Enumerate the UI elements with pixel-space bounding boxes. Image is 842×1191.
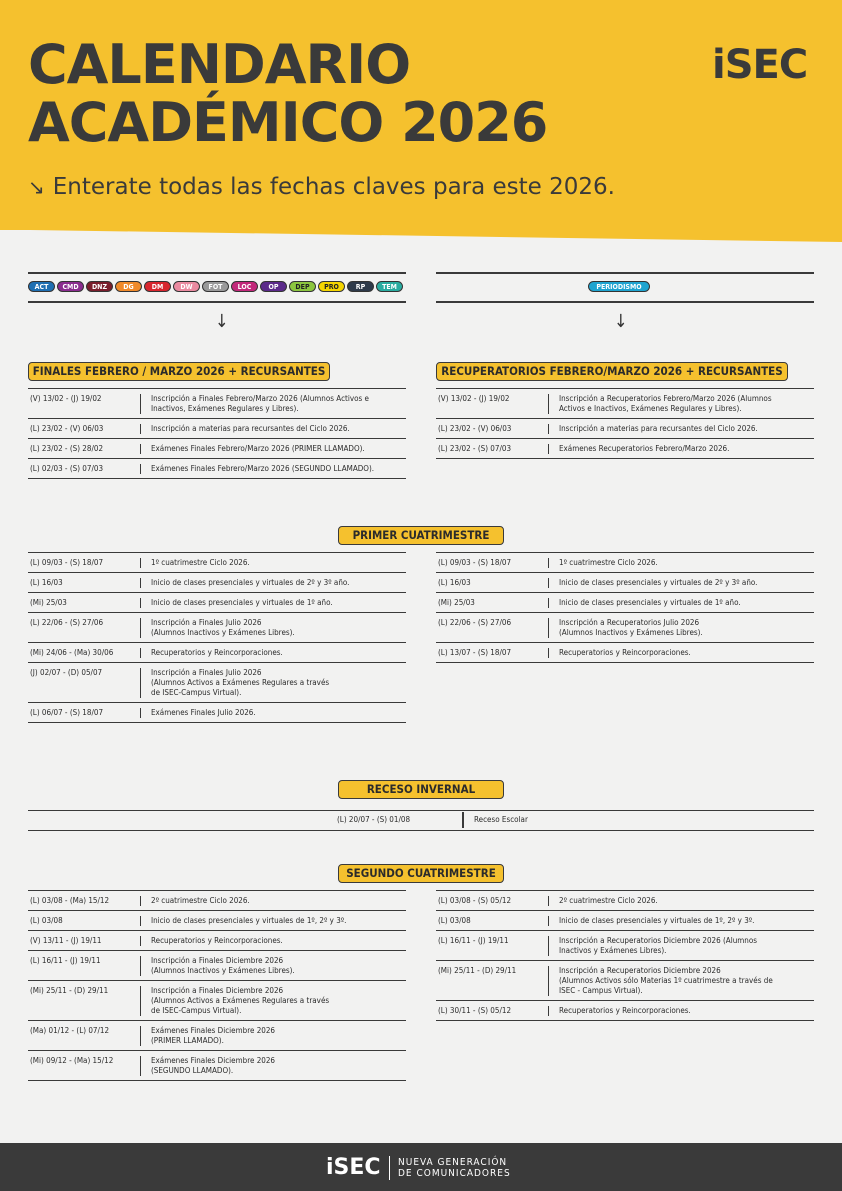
calendar-row <box>436 439 814 459</box>
row-description: Exámenes Recuperatorios Febrero/Marzo 2026. <box>559 444 730 453</box>
section-receso-invernal: RECESO INVERNAL <box>338 780 504 799</box>
row-dates: (L) 30/11 - (S) 05/12 <box>436 1006 549 1016</box>
calendar-row <box>436 643 814 663</box>
calendar-row <box>436 911 814 931</box>
calendar-row <box>28 890 406 911</box>
column-separator <box>462 812 464 828</box>
calendar-row <box>28 911 406 931</box>
row-description: Recuperatorios y Reincorporaciones. <box>151 936 283 945</box>
calendar-row <box>28 1021 406 1051</box>
calendar-row <box>28 643 406 663</box>
row-dates: (V) 13/11 - (J) 19/11 <box>28 936 141 946</box>
career-tag-dg: DG <box>115 281 142 292</box>
row-dates: (L) 16/03 <box>436 578 549 588</box>
career-tag-rp: RP <box>347 281 374 292</box>
row-dates: (Mi) 25/11 - (D) 29/11 <box>436 966 549 996</box>
arrow-down-icon: ↓ <box>215 311 229 332</box>
primer-left-list <box>28 552 406 723</box>
calendar-row <box>28 931 406 951</box>
row-dates: (L) 16/11 - (J) 19/11 <box>436 936 549 956</box>
row-dates: (L) 06/07 - (S) 18/07 <box>28 708 141 718</box>
row-description: Recuperatorios y Reincorporaciones. <box>151 648 283 657</box>
row-description: Inscripción a Finales Febrero/Marzo 2026 (Alumnos Activos e Inactivos, Exámenes Regulares y Libres). <box>151 394 369 413</box>
row-dates: (Mi) 25/03 <box>28 598 141 608</box>
row-dates: (L) 02/03 - (S) 07/03 <box>28 464 141 474</box>
career-tag-fot: FOT <box>202 281 229 292</box>
calendar-row <box>436 931 814 961</box>
row-dates: (L) 22/06 - (S) 27/06 <box>28 618 141 638</box>
row-description: Inicio de clases presenciales y virtuales de 1º año. <box>559 598 741 607</box>
row-description: 1º cuatrimestre Ciclo 2026. <box>559 558 658 567</box>
row-description: 1º cuatrimestre Ciclo 2026. <box>151 558 250 567</box>
row-dates: (L) 23/02 - (V) 06/03 <box>436 424 549 434</box>
divider-line <box>436 272 814 274</box>
row-dates: (L) 03/08 - (Ma) 15/12 <box>28 896 141 906</box>
arrow-down-icon: ↓ <box>614 311 628 332</box>
section-segundo-cuatrimestre: SEGUNDO CUATRIMESTRE <box>338 864 504 883</box>
row-dates: (L) 03/08 <box>28 916 141 926</box>
subtitle-text: Enterate todas las fechas claves para este 2026. <box>52 174 615 200</box>
divider-line <box>436 301 814 303</box>
row-dates: (L) 23/02 - (S) 28/02 <box>28 444 141 454</box>
row-dates: (Mi) 24/06 - (Ma) 30/06 <box>28 648 141 658</box>
finales-left-list <box>28 388 406 479</box>
calendar-row <box>436 573 814 593</box>
arrow-down-right-icon: ↘ <box>28 175 45 199</box>
calendar-row <box>436 613 814 643</box>
row-dates: (L) 16/03 <box>28 578 141 588</box>
row-dates: (J) 02/07 - (D) 05/07 <box>28 668 141 698</box>
primer-right-list <box>436 552 814 663</box>
row-description: Exámenes Finales Febrero/Marzo 2026 (PRIMER LLAMADO). <box>151 444 365 453</box>
row-dates: (L) 22/06 - (S) 27/06 <box>436 618 549 638</box>
row-description: Inscripción a Recuperatorios Febrero/Marzo 2026 (Alumnos Activos e Inactivos, Exámenes Regulares y Libres). <box>559 394 772 413</box>
calendar-row <box>28 388 406 419</box>
calendar-row <box>28 951 406 981</box>
row-description: Inicio de clases presenciales y virtuales de 1º, 2º y 3º. <box>559 916 755 925</box>
footer-tagline-line-2: DE COMUNICADORES <box>398 1168 511 1179</box>
row-description: Inscripción a Finales Diciembre 2026 (Alumnos Activos a Exámenes Regulares a través de ISEC-Campus Virtual). <box>151 986 330 1015</box>
row-description: Inscripción a materias para recursantes del Ciclo 2026. <box>151 424 350 433</box>
page-title <box>28 33 548 154</box>
calendar-row <box>436 593 814 613</box>
row-dates: (Ma) 01/12 - (L) 07/12 <box>28 1026 141 1046</box>
career-tag-op: OP <box>260 281 287 292</box>
career-tag-dw: DW <box>173 281 200 292</box>
career-tag-cmd: CMD <box>57 281 84 292</box>
career-tag-act: ACT <box>28 281 55 292</box>
row-description: 2º cuatrimestre Ciclo 2026. <box>151 896 250 905</box>
row-description: Inicio de clases presenciales y virtuales de 1º, 2º y 3º. <box>151 916 347 925</box>
segundo-left-list <box>28 890 406 1081</box>
row-description: Inscripción a Finales Julio 2026 (Alumnos Activos a Exámenes Regulares a través de ISEC-Campus Virtual). <box>151 668 330 697</box>
row-dates: (Mi) 25/03 <box>436 598 549 608</box>
footer-tagline <box>398 1157 511 1179</box>
calendar-row <box>28 593 406 613</box>
calendar-row <box>28 419 406 439</box>
row-dates: (Mi) 25/11 - (D) 29/11 <box>28 986 141 1016</box>
calendar-row <box>436 388 814 419</box>
row-description: Inscripción a Recuperatorios Diciembre 2026 (Alumnos Inactivos y Exámenes Libres). <box>559 936 758 955</box>
isec-logo: iSEC <box>712 42 808 88</box>
row-dates: (L) 03/08 - (S) 05/12 <box>436 896 549 906</box>
career-tag-dep: DEP <box>289 281 316 292</box>
section-recuperatorios-feb-mar: RECUPERATORIOS FEBRERO/MARZO 2026 + RECURSANTES <box>436 362 788 381</box>
row-dates: (V) 13/02 - (J) 19/02 <box>28 394 141 414</box>
divider-line <box>28 272 406 274</box>
section-primer-cuatrimestre: PRIMER CUATRIMESTRE <box>338 526 504 545</box>
row-description: Exámenes Finales Diciembre 2026 (PRIMER LLAMADO). <box>151 1026 275 1045</box>
row-description: Inscripción a Recuperatorios Diciembre 2026 (Alumnos Activos sólo Materias 1º cuatrimestre a través de ISEC - Campus Virtual). <box>559 966 773 995</box>
row-description: Recuperatorios y Reincorporaciones. <box>559 648 691 657</box>
row-description: Exámenes Finales Diciembre 2026 (SEGUNDO LLAMADO). <box>151 1056 275 1075</box>
row-description: Inscripción a Finales Diciembre 2026 (Alumnos Inactivos y Exámenes Libres). <box>151 956 295 975</box>
calendar-row <box>28 663 406 703</box>
calendar-row <box>436 552 814 573</box>
title-line-1: CALENDARIO <box>28 33 411 96</box>
career-tag-dnz: DNZ <box>86 281 113 292</box>
row-description: 2º cuatrimestre Ciclo 2026. <box>559 896 658 905</box>
row-dates: (V) 13/02 - (J) 19/02 <box>436 394 549 414</box>
row-description: Inscripción a Finales Julio 2026 (Alumnos Inactivos y Exámenes Libres). <box>151 618 295 637</box>
footer-logo: iSEC <box>326 1155 381 1180</box>
footer-tagline-line-1: NUEVA GENERACIÓN <box>398 1157 508 1168</box>
row-description: Exámenes Finales Julio 2026. <box>151 708 256 717</box>
row-description: Exámenes Finales Febrero/Marzo 2026 (SEGUNDO LLAMADO). <box>151 464 375 473</box>
career-tag-periodismo: PERIODISMO <box>588 281 650 292</box>
row-description: Inicio de clases presenciales y virtuales de 2º y 3º año. <box>559 578 758 587</box>
calendar-row <box>28 703 406 723</box>
row-dates: (L) 13/07 - (S) 18/07 <box>436 648 549 658</box>
footer-separator <box>389 1156 390 1180</box>
row-description: Inscripción a Recuperatorios Julio 2026 (Alumnos Inactivos y Exámenes Libres). <box>559 618 703 637</box>
calendar-row <box>28 459 406 479</box>
row-description: Inicio de clases presenciales y virtuales de 2º y 3º año. <box>151 578 350 587</box>
row-dates: (Mi) 09/12 - (Ma) 15/12 <box>28 1056 141 1076</box>
row-dates: (L) 09/03 - (S) 18/07 <box>436 558 549 568</box>
segundo-right-list <box>436 890 814 1021</box>
calendar-row <box>436 961 814 1001</box>
section-finales-feb-mar: FINALES FEBRERO / MARZO 2026 + RECURSANTES <box>28 362 330 381</box>
receso-text: Receso Escolar <box>474 815 528 824</box>
calendar-row <box>28 613 406 643</box>
row-dates: (L) 16/11 - (J) 19/11 <box>28 956 141 976</box>
calendar-row <box>28 1051 406 1081</box>
row-dates: (L) 09/03 - (S) 18/07 <box>28 558 141 568</box>
page-subtitle <box>28 174 615 200</box>
calendar-row <box>436 890 814 911</box>
receso-dates: (L) 20/07 - (S) 01/08 <box>337 815 411 824</box>
row-description: Inicio de clases presenciales y virtuales de 1º año. <box>151 598 333 607</box>
calendar-row <box>28 439 406 459</box>
row-description: Recuperatorios y Reincorporaciones. <box>559 1006 691 1015</box>
career-tag-pro: PRO <box>318 281 345 292</box>
row-dates: (L) 23/02 - (V) 06/03 <box>28 424 141 434</box>
calendar-row <box>28 981 406 1021</box>
divider-line <box>28 301 406 303</box>
calendar-row <box>28 573 406 593</box>
row-description: Inscripción a materias para recursantes del Ciclo 2026. <box>559 424 758 433</box>
calendar-row <box>28 552 406 573</box>
row-dates: (L) 23/02 - (S) 07/03 <box>436 444 549 454</box>
title-line-2: ACADÉMICO 2026 <box>28 91 548 154</box>
career-tags <box>28 281 403 292</box>
row-dates: (L) 03/08 <box>436 916 549 926</box>
career-tag-tem: TEM <box>376 281 403 292</box>
receso-row <box>28 810 814 831</box>
calendar-row <box>436 419 814 439</box>
career-tag-loc: LOC <box>231 281 258 292</box>
calendar-row <box>436 1001 814 1021</box>
career-tag-dm: DM <box>144 281 171 292</box>
recup-right-list <box>436 388 814 459</box>
